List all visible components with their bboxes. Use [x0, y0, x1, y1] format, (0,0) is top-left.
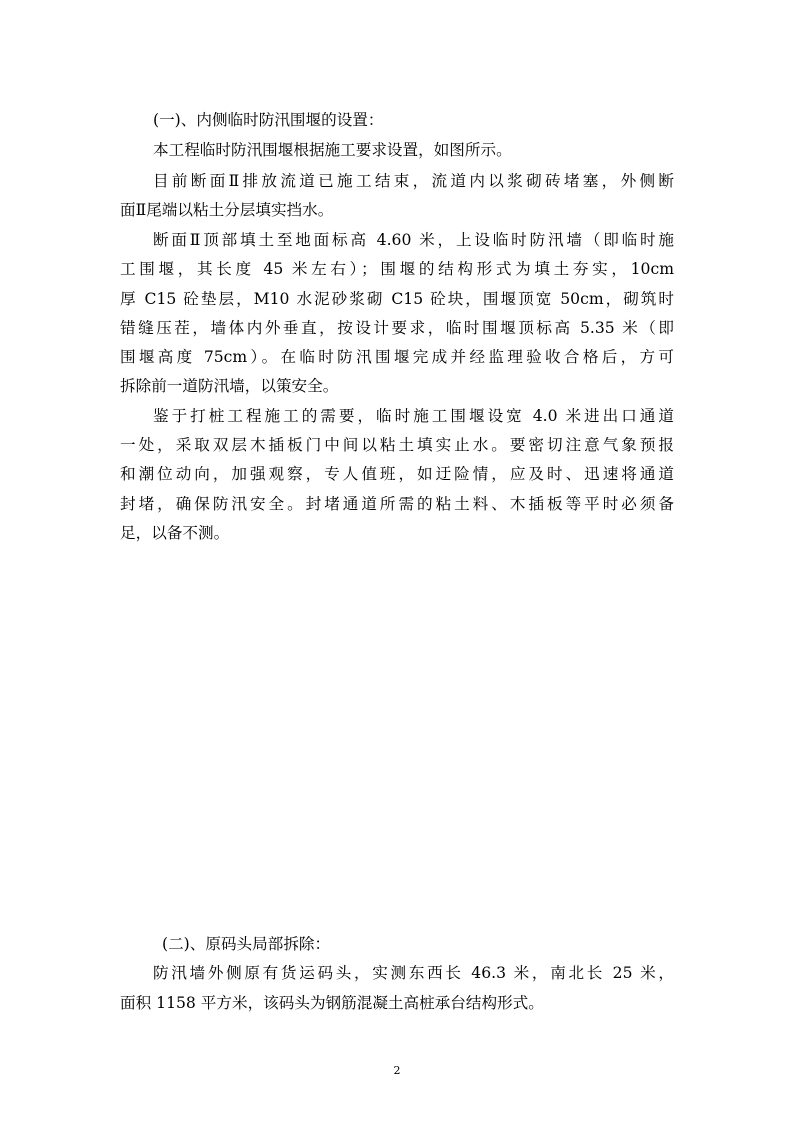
paragraph-line: 目前断面Ⅱ排放流道已施工结束，流道内以浆砌砖堵塞，外侧断	[153, 172, 674, 190]
page-number: 2	[393, 1064, 401, 1077]
paragraph-line: 错缝压茬，墙体内外垂直，按设计要求，临时围堰顶标高 5.35 米（即	[120, 319, 674, 337]
section-1-heading: (一)、内侧临时防汛围堰的设置：	[153, 111, 384, 129]
paragraph-line: 围堰高度 75cm）。在临时防汛围堰完成并经监理验收合格后，方可	[120, 348, 674, 366]
paragraph-line: 面积 1158 平方米，该码头为钢筋混凝土高桩承台结构形式。	[120, 994, 544, 1012]
paragraph-line: 工围堰，其长度 45 米左右）；围堰的结构形式为填土夯实，10cm	[120, 260, 674, 278]
paragraph-line: 断面Ⅱ顶部填土至地面标高 4.60 米，上设临时防汛墙（即临时施	[153, 231, 674, 249]
paragraph-line: 拆除前一道防汛墙，以策安全。	[120, 377, 339, 395]
paragraph-line: 封堵，确保防汛安全。封堵通道所需的粘土料、木插板等平时必须备	[120, 495, 674, 513]
paragraph-line: 厚 C15 砼垫层，M10 水泥砂浆砌 C15 砼块，围堰顶宽 50cm，砌筑时	[120, 290, 674, 308]
paragraph-line: 本工程临时防汛围堰根据施工要求设置，如图所示。	[153, 141, 512, 159]
section-2-heading: (二)、原码头局部拆除：	[162, 935, 331, 953]
paragraph-line: 一处，采取双层木插板门中间以粘土填实止水。要密切注意气象预报	[120, 436, 674, 454]
paragraph-line: 鉴于打桩工程施工的需要，临时施工围堰设宽 4.0 米进出口通道	[153, 407, 674, 425]
paragraph-line: 和潮位动向，加强观察，专人值班，如迂险情，应及时、迅速将通道	[120, 465, 674, 483]
paragraph-line: 面Ⅱ尾端以粘土分层填实挡水。	[120, 201, 334, 219]
paragraph-line: 足，以备不测。	[120, 524, 230, 542]
paragraph-line: 防汛墙外侧原有货运码头，实测东西长 46.3 米，南北长 25 米，	[153, 964, 674, 982]
